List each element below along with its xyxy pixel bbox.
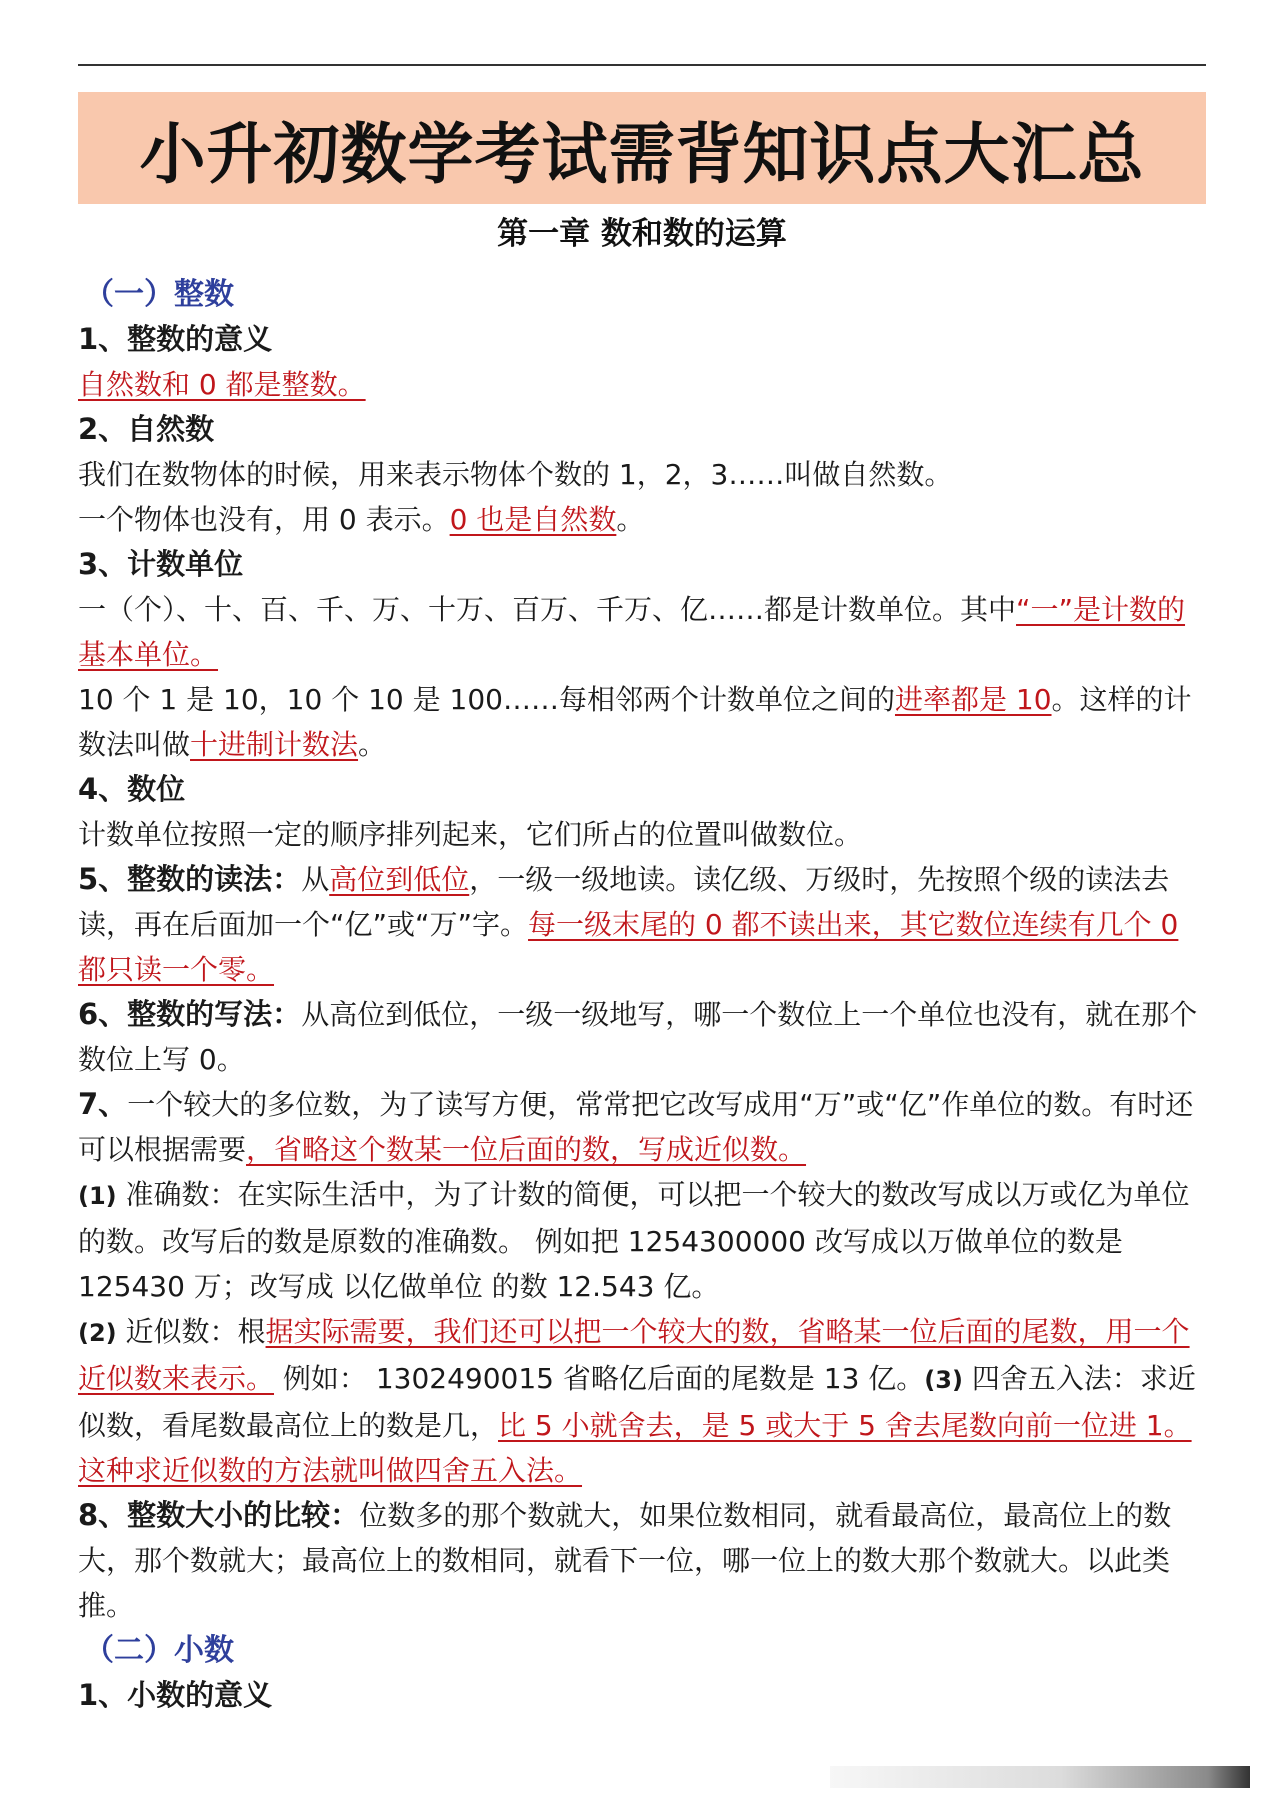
- document-body: [78, 272, 1206, 1718]
- text-run: 准确数：在实际生活中，为了计数的简便，可以把一个较大的数改写成以万或亿为单位的数。改写后的数是原数的准确数。 例如把 1254300000 改写成以万做单位的数是 125430 万；改写成 以亿做单位 的数 12.543 亿。: [78, 1178, 1190, 1303]
- text-run: 10 个 1 是 10，10 个 10 是 100……每相邻两个计数单位之间的: [78, 683, 895, 716]
- item-heading-2: 2、自然数: [78, 412, 215, 446]
- key-point: 进率都是 10: [894, 683, 1052, 716]
- item-heading-6: 6、整数的写法：: [78, 997, 302, 1031]
- text-run: 一个较大的多位数，为了读写方便，常常把它改写成用“万”或“亿”作单位的数。有时还可以根据需要: [78, 1088, 1194, 1166]
- paragraph-1: [78, 362, 1206, 407]
- item-heading-8: 8、整数大小的比较：: [78, 1498, 360, 1532]
- section-heading-integers: （一）整数: [84, 277, 234, 312]
- key-point: “一”是计数的基本单位。: [78, 593, 1186, 671]
- text-run: 。: [358, 728, 387, 761]
- page-title: 小升初数学考试需背知识点大汇总: [139, 115, 1145, 193]
- scroll-indicator: [830, 1766, 1250, 1788]
- title-banner: [78, 92, 1206, 204]
- key-point: 每一级末尾的 0 都不读出来，其它数位连续有几个 0 都只读一个零。: [78, 908, 1179, 986]
- item-heading-1: 1、整数的意义: [78, 322, 273, 356]
- paragraph-3-a: [78, 587, 1206, 677]
- list-marker: (3): [924, 1366, 963, 1394]
- text-run: ，一级一级地读。读亿级、万级时，先按照个级的读法去读，再在后面加一个“亿”或“万”字。: [78, 863, 1170, 941]
- item-heading-decimal-1: 1、小数的意义: [78, 1678, 273, 1712]
- key-point: 比 5 小就舍去，是 5 或大于 5 舍去尾数向前一位进 1。这种求近似数的方法就叫做四舍五入法。: [78, 1409, 1192, 1487]
- key-point: 0 也是自然数: [449, 503, 617, 536]
- list-marker: (2): [78, 1319, 117, 1347]
- paragraph-5: [78, 857, 1206, 992]
- paragraph-8: [78, 1493, 1206, 1628]
- text-run: 例如： 1302490015 省略亿后面的尾数是 13 亿。: [274, 1362, 925, 1395]
- key-point: 十进制计数法: [190, 728, 359, 761]
- paragraph-7: [78, 1082, 1206, 1172]
- key-point: 据实际需要，我们还可以把一个较大的数，省略某一位后面的尾数，用一个近似数来表示。: [78, 1315, 1190, 1395]
- paragraph-7-2: [78, 1309, 1206, 1493]
- paragraph-6: [78, 992, 1206, 1082]
- key-point: 高位到低位: [329, 863, 470, 896]
- item-heading-3: 3、计数单位: [78, 547, 244, 581]
- text-run: 一个物体也没有，用 0 表示。: [78, 503, 450, 536]
- paragraph-2-line-1: 我们在数物体的时候，用来表示物体个数的 1，2，3……叫做自然数。: [78, 458, 953, 491]
- top-rule: [78, 64, 1206, 66]
- paragraph-2-line-2: [78, 497, 1206, 542]
- text-run: 近似数：根: [116, 1315, 266, 1348]
- section-heading-decimals: （二）小数: [84, 1633, 234, 1668]
- key-point: 自然数和 0 都是整数。: [78, 368, 366, 401]
- chapter-heading: 第一章 数和数的运算: [497, 216, 787, 252]
- text-run: 从高位到低位，一级一级地写，哪一个数位上一个单位也没有，就在那个数位上写 0。: [78, 998, 1198, 1076]
- item-heading-7: 7、: [78, 1087, 128, 1121]
- text-run: 。: [616, 503, 645, 536]
- text-run: 一（个）、十、百、千、万、十万、百万、千万、亿……都是计数单位。其中: [78, 593, 1017, 626]
- list-marker: (1): [78, 1182, 117, 1210]
- text-run: 位数多的那个数就大，如果位数相同，就看最高位，最高位上的数大，那个数就大；最高位上的数相同，就看下一位，哪一位上的数大那个数就大。以此类推。: [78, 1499, 1172, 1622]
- paragraph-7-1: [78, 1172, 1206, 1309]
- text-run: 四舍五入法：求近似数，看尾数最高位上的数是几，: [78, 1362, 1196, 1442]
- text-run: 。这样的计数法叫做: [78, 683, 1192, 761]
- item-heading-5: 5、整数的读法：: [78, 862, 302, 896]
- paragraph-3-b: [78, 677, 1206, 767]
- key-point: ，省略这个数某一位后面的数，写成近似数。: [246, 1133, 807, 1166]
- item-heading-4: 4、数位: [78, 772, 186, 806]
- paragraph-4: 计数单位按照一定的顺序排列起来，它们所占的位置叫做数位。: [78, 818, 863, 851]
- text-run: 从: [301, 863, 330, 896]
